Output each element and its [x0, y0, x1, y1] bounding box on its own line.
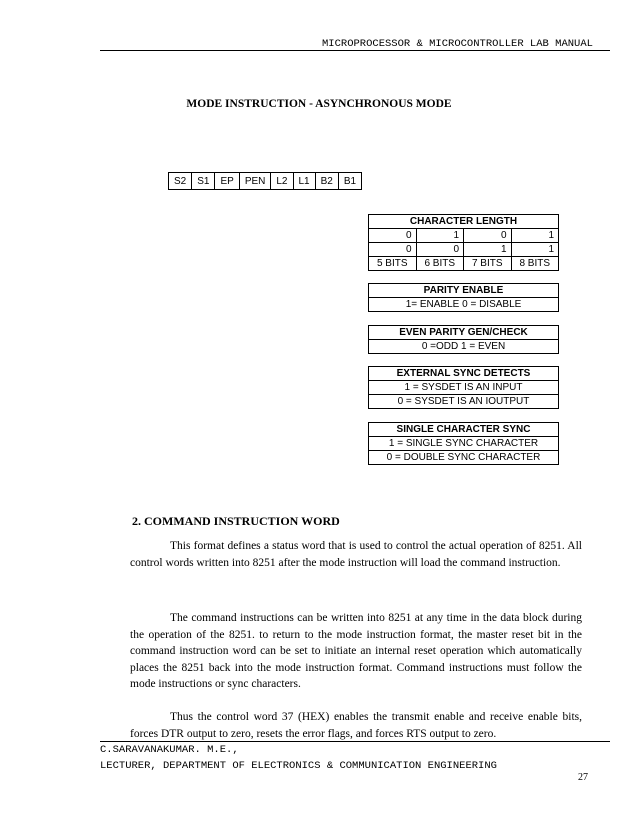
- cl-cell: 6 BITS: [416, 257, 464, 271]
- paragraph-2-text: The command instructions can be written into 8251 at any time in the data block during the operation of the 8251. to return to the mode instruction format, the master reset bit in the command instruction word can be set to initiate an internal reset operation which automatically places the 8251 back into the mode instruction format. Command instructions must follow the mode instructions or sync characters.: [130, 612, 582, 690]
- cl-cell: 1: [511, 243, 559, 257]
- bit-l1: L1: [293, 173, 315, 190]
- cl-cell: 0: [464, 229, 512, 243]
- character-length-table: [368, 214, 559, 271]
- parity-enable-line: 1= ENABLE 0 = DISABLE: [369, 298, 559, 312]
- cl-cell: 5 BITS: [369, 257, 417, 271]
- cl-cell: 0: [369, 243, 417, 257]
- even-parity-line: 0 =ODD 1 = EVEN: [369, 340, 559, 354]
- footer-rule: [100, 741, 610, 742]
- page-number: 27: [578, 772, 588, 783]
- header-title: MICROPROCESSOR & MICROCONTROLLER LAB MANUAL: [322, 38, 593, 50]
- external-sync-line1: 1 = SYSDET IS AN INPUT: [369, 381, 559, 395]
- bit-s1: S1: [192, 173, 215, 190]
- cl-cell: 7 BITS: [464, 257, 512, 271]
- external-sync-line2: 0 = SYSDET IS AN IOUTPUT: [369, 395, 559, 409]
- bit-pen: PEN: [239, 173, 271, 190]
- mode-bit-layout: [168, 172, 362, 190]
- cl-cell: 1: [464, 243, 512, 257]
- section-heading: 2. COMMAND INSTRUCTION WORD: [132, 514, 340, 528]
- even-parity-title: EVEN PARITY GEN/CHECK: [369, 326, 559, 340]
- even-parity-table: [368, 325, 559, 354]
- paragraph-3: [130, 709, 582, 742]
- cl-cell: 1: [511, 229, 559, 243]
- cl-cell: 0: [369, 229, 417, 243]
- character-length-title: CHARACTER LENGTH: [369, 215, 559, 229]
- single-sync-line2: 0 = DOUBLE SYNC CHARACTER: [369, 451, 559, 465]
- single-sync-title: SINGLE CHARACTER SYNC: [369, 423, 559, 437]
- paragraph-1: [130, 538, 582, 571]
- mode-instruction-title: MODE INSTRUCTION - ASYNCHRONOUS MODE: [186, 98, 452, 110]
- single-sync-table: [368, 422, 559, 465]
- bit-l2: L2: [271, 173, 293, 190]
- cl-cell: 8 BITS: [511, 257, 559, 271]
- parity-enable-title: PARITY ENABLE: [369, 284, 559, 298]
- cl-cell: 1: [416, 229, 464, 243]
- bit-b1: B1: [338, 173, 361, 190]
- external-sync-table: [368, 366, 559, 409]
- paragraph-2: [130, 610, 582, 693]
- parity-enable-table: [368, 283, 559, 312]
- bit-s2: S2: [169, 173, 192, 190]
- single-sync-line1: 1 = SINGLE SYNC CHARACTER: [369, 437, 559, 451]
- header-rule: [100, 50, 610, 51]
- bit-b2: B2: [315, 173, 338, 190]
- cl-cell: 0: [416, 243, 464, 257]
- paragraph-3-text: Thus the control word 37 (HEX) enables the transmit enable and receive enable bits, forces DTR output to zero, resets the error flags, and forces RTS output to zero.: [130, 711, 582, 740]
- external-sync-title: EXTERNAL SYNC DETECTS: [369, 367, 559, 381]
- footer-author: C.SARAVANAKUMAR. M.E.,: [100, 744, 239, 756]
- bit-ep: EP: [215, 173, 239, 190]
- footer-department: LECTURER, DEPARTMENT OF ELECTRONICS & COMMUNICATION ENGINEERING: [100, 760, 497, 772]
- paragraph-1-text: This format defines a status word that is used to control the actual operation of 8251. All control words written into 8251 after the mode instruction will load the command instruction.: [130, 540, 582, 569]
